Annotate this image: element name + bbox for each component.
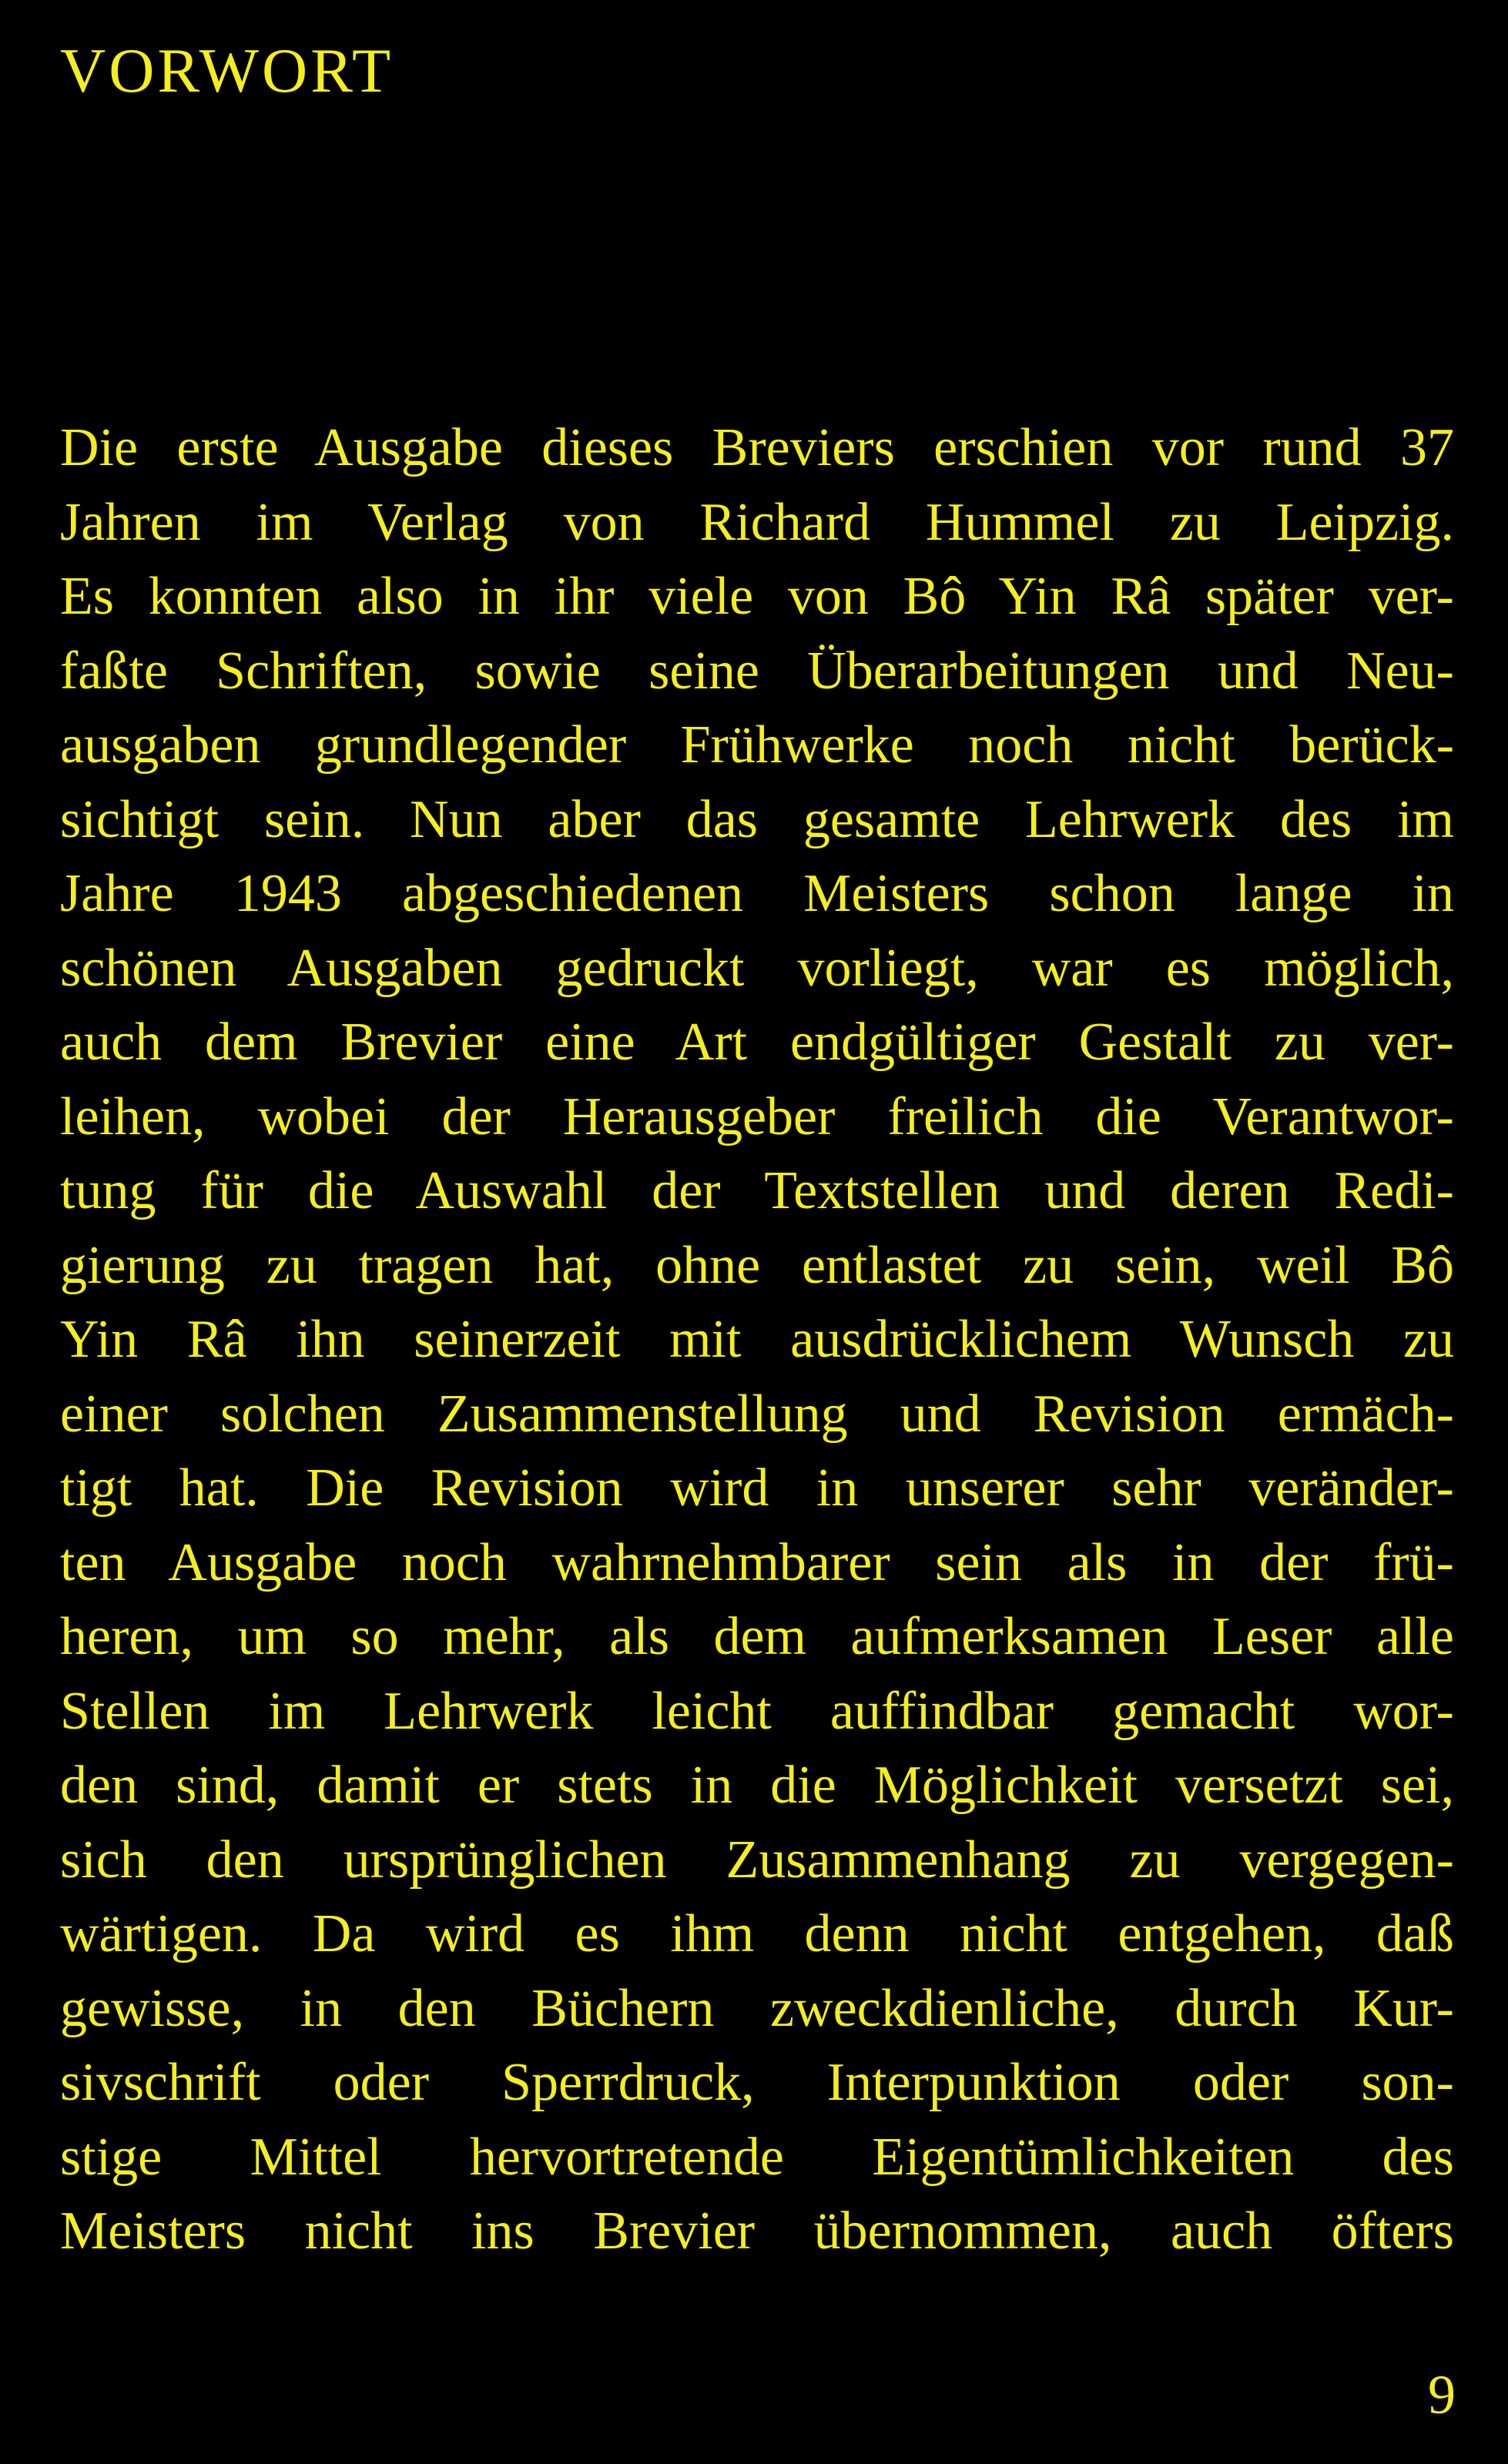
text-line: gewisse, in den Büchern zweckdienliche, durch Kur- — [60, 1978, 1454, 2038]
text-line: ten Ausgabe noch wahrnehmbarer sein als in der frü- — [60, 1532, 1454, 1592]
text-line: leihen, wobei der Herausgeber freilich die Verantwor- — [60, 1086, 1454, 1147]
text-line: sivschrift oder Sperrdruck, Interpunktion oder son- — [60, 2053, 1454, 2112]
text-line: stige Mittel hervortretende Eigentümlichkeiten des — [60, 2127, 1454, 2187]
text-line: heren, um so mehr, als dem aufmerksamen Leser alle — [60, 1607, 1454, 1666]
body-text — [60, 411, 1454, 2269]
text-line: den sind, damit er stets in die Möglichkeit versetzt sei, — [60, 1756, 1454, 1815]
text-line: schönen Ausgaben gedruckt vorliegt, war es möglich, — [60, 938, 1454, 998]
text-line: gierung zu tragen hat, ohne entlastet zu sein, weil Bô — [60, 1235, 1454, 1295]
text-line: auch dem Brevier eine Art endgültiger Gestalt zu ver- — [60, 1013, 1454, 1072]
text-line: Die erste Ausgabe dieses Breviers erschien vor rund 37 — [60, 418, 1454, 477]
text-line: einer solchen Zusammenstellung und Revision ermäch- — [60, 1384, 1454, 1444]
text-line: faßte Schriften, sowie seine Überarbeitungen und Neu- — [60, 641, 1454, 701]
text-line: ausgaben grundlegender Frühwerke noch nicht berück- — [60, 715, 1454, 775]
text-line: Meisters nicht ins Brevier übernommen, auch öfters — [60, 2201, 1454, 2261]
text-line: sich den ursprünglichen Zusammenhang zu vergegen- — [60, 1830, 1454, 1890]
text-line: tigt hat. Die Revision wird in unserer sehr veränder- — [60, 1458, 1454, 1518]
text-line: Jahre 1943 abgeschiedenen Meisters schon lange in — [60, 864, 1454, 923]
text-line: sichtigt sein. Nun aber das gesamte Lehrwerk des im — [60, 789, 1454, 849]
text-line: wärtigen. Da wird es ihm denn nicht entgehen, daß — [60, 1904, 1454, 1964]
text-line: tung für die Auswahl der Textstellen und deren Redi- — [60, 1161, 1454, 1220]
page-number: 9 — [1428, 2364, 1456, 2426]
text-line: Jahren im Verlag von Richard Hummel zu Leipzig. — [60, 492, 1454, 552]
text-line: Yin Râ ihn seinerzeit mit ausdrücklichem Wunsch zu — [60, 1310, 1454, 1369]
text-line: Stellen im Lehrwerk leicht auffindbar gemacht wor- — [60, 1681, 1454, 1741]
chapter-heading: VORWORT — [60, 35, 394, 105]
text-line: Es konnten also in ihr viele von Bô Yin Râ später ver- — [60, 567, 1454, 626]
